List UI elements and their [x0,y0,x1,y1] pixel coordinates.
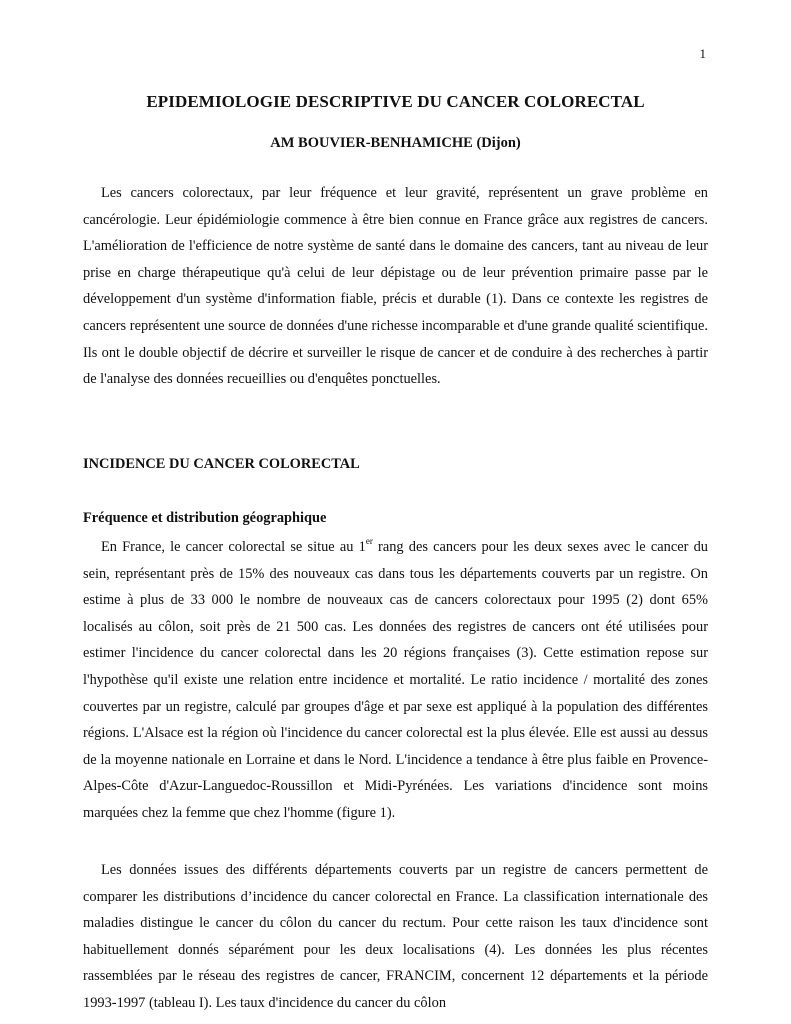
france-paragraph-start: En France, le cancer colorectal se situe au 1 [101,539,366,555]
ordinal-superscript: er [365,536,373,546]
france-paragraph [83,534,708,827]
section-heading-incidence: INCIDENCE DU CANCER COLORECTAL [83,456,360,472]
document-title: EPIDEMIOLOGIE DESCRIPTIVE DU CANCER COLORECTAL [146,92,645,111]
france-paragraph-rest: rang des cancers pour les deux sexes avec le cancer du sein, représentant près de 15% des nouveaux cas dans tous les départements couverts par un registre. On estime à plus de 33 000 le nombre de nouveaux cas de cancers colorectaux pour 1995 (2) dont 65% localisés au côlon, soit près de 21 500 cas. Les données des registres de cancers ont été utilisées pour estimer l'incidence du cancer colorectal dans les 20 régions françaises (3). Cette estimation repose sur l'hypothèse qu'il existe une relation entre incidence et mortalité. Le ratio incidence / mortalité des zones couvertes par un registre, calculé par groupes d'âge et par sexe est appliqué à la population des différentes régions. L'Alsace est la région où l'incidence du cancer colorectal est la plus élevée. Elle est aussi au dessus de la moyenne nationale en Lorraine et dans le Nord. L'incidence a tendance à être plus faible en Provence-Alpes-Côte d'Azur-Languedoc-Roussillon et Midi-Pyrénées. Les variations d'incidence sont moins marquées chez la femme que chez l'homme (figure 1). [83,539,708,821]
subsection-heading-frequence: Fréquence et distribution géographique [83,510,327,526]
page-number: 1 [699,46,706,61]
author-line: AM BOUVIER-BENHAMICHE (Dijon) [270,135,521,151]
donnees-paragraph: Les données issues des différents départements couverts par un registre de cancers permettent de comparer les distributions d’incidence du cancer colorectal en France. La classification internationale des maladies distingue le cancer du côlon du cancer du rectum. Pour cette raison les taux d'incidence sont habituellement donnés séparément pour les deux localisations (4). Les données les plus récentes rassemblées par le réseau des registres de cancer, FRANCIM, concernent 12 départements et la période 1993-1997 (tableau I). Les taux d'incidence du cancer du côlon [83,862,708,1011]
intro-paragraph: Les cancers colorectaux, par leur fréquence et leur gravité, représentent un grave problème en cancérologie. Leur épidémiologie commence à être bien connue en France grâce aux registres de cancers. L'amélioration de l'efficience de notre système de santé dans le domaine des cancers, tant au niveau de leur prise en charge thérapeutique qu'à celui de leur dépistage ou de leur prévention primaire passe par le développement d'un système d'information fiable, précis et durable (1). Dans ce contexte les registres de cancers représentent une source de données d'une richesse incomparable et d'une grande qualité scientifique. Ils ont le double objectif de décrire et surveiller le risque de cancer et de conduire à des recherches à partir de l'analyse des données recueillies ou d'enquêtes ponctuelles. [83,185,708,388]
